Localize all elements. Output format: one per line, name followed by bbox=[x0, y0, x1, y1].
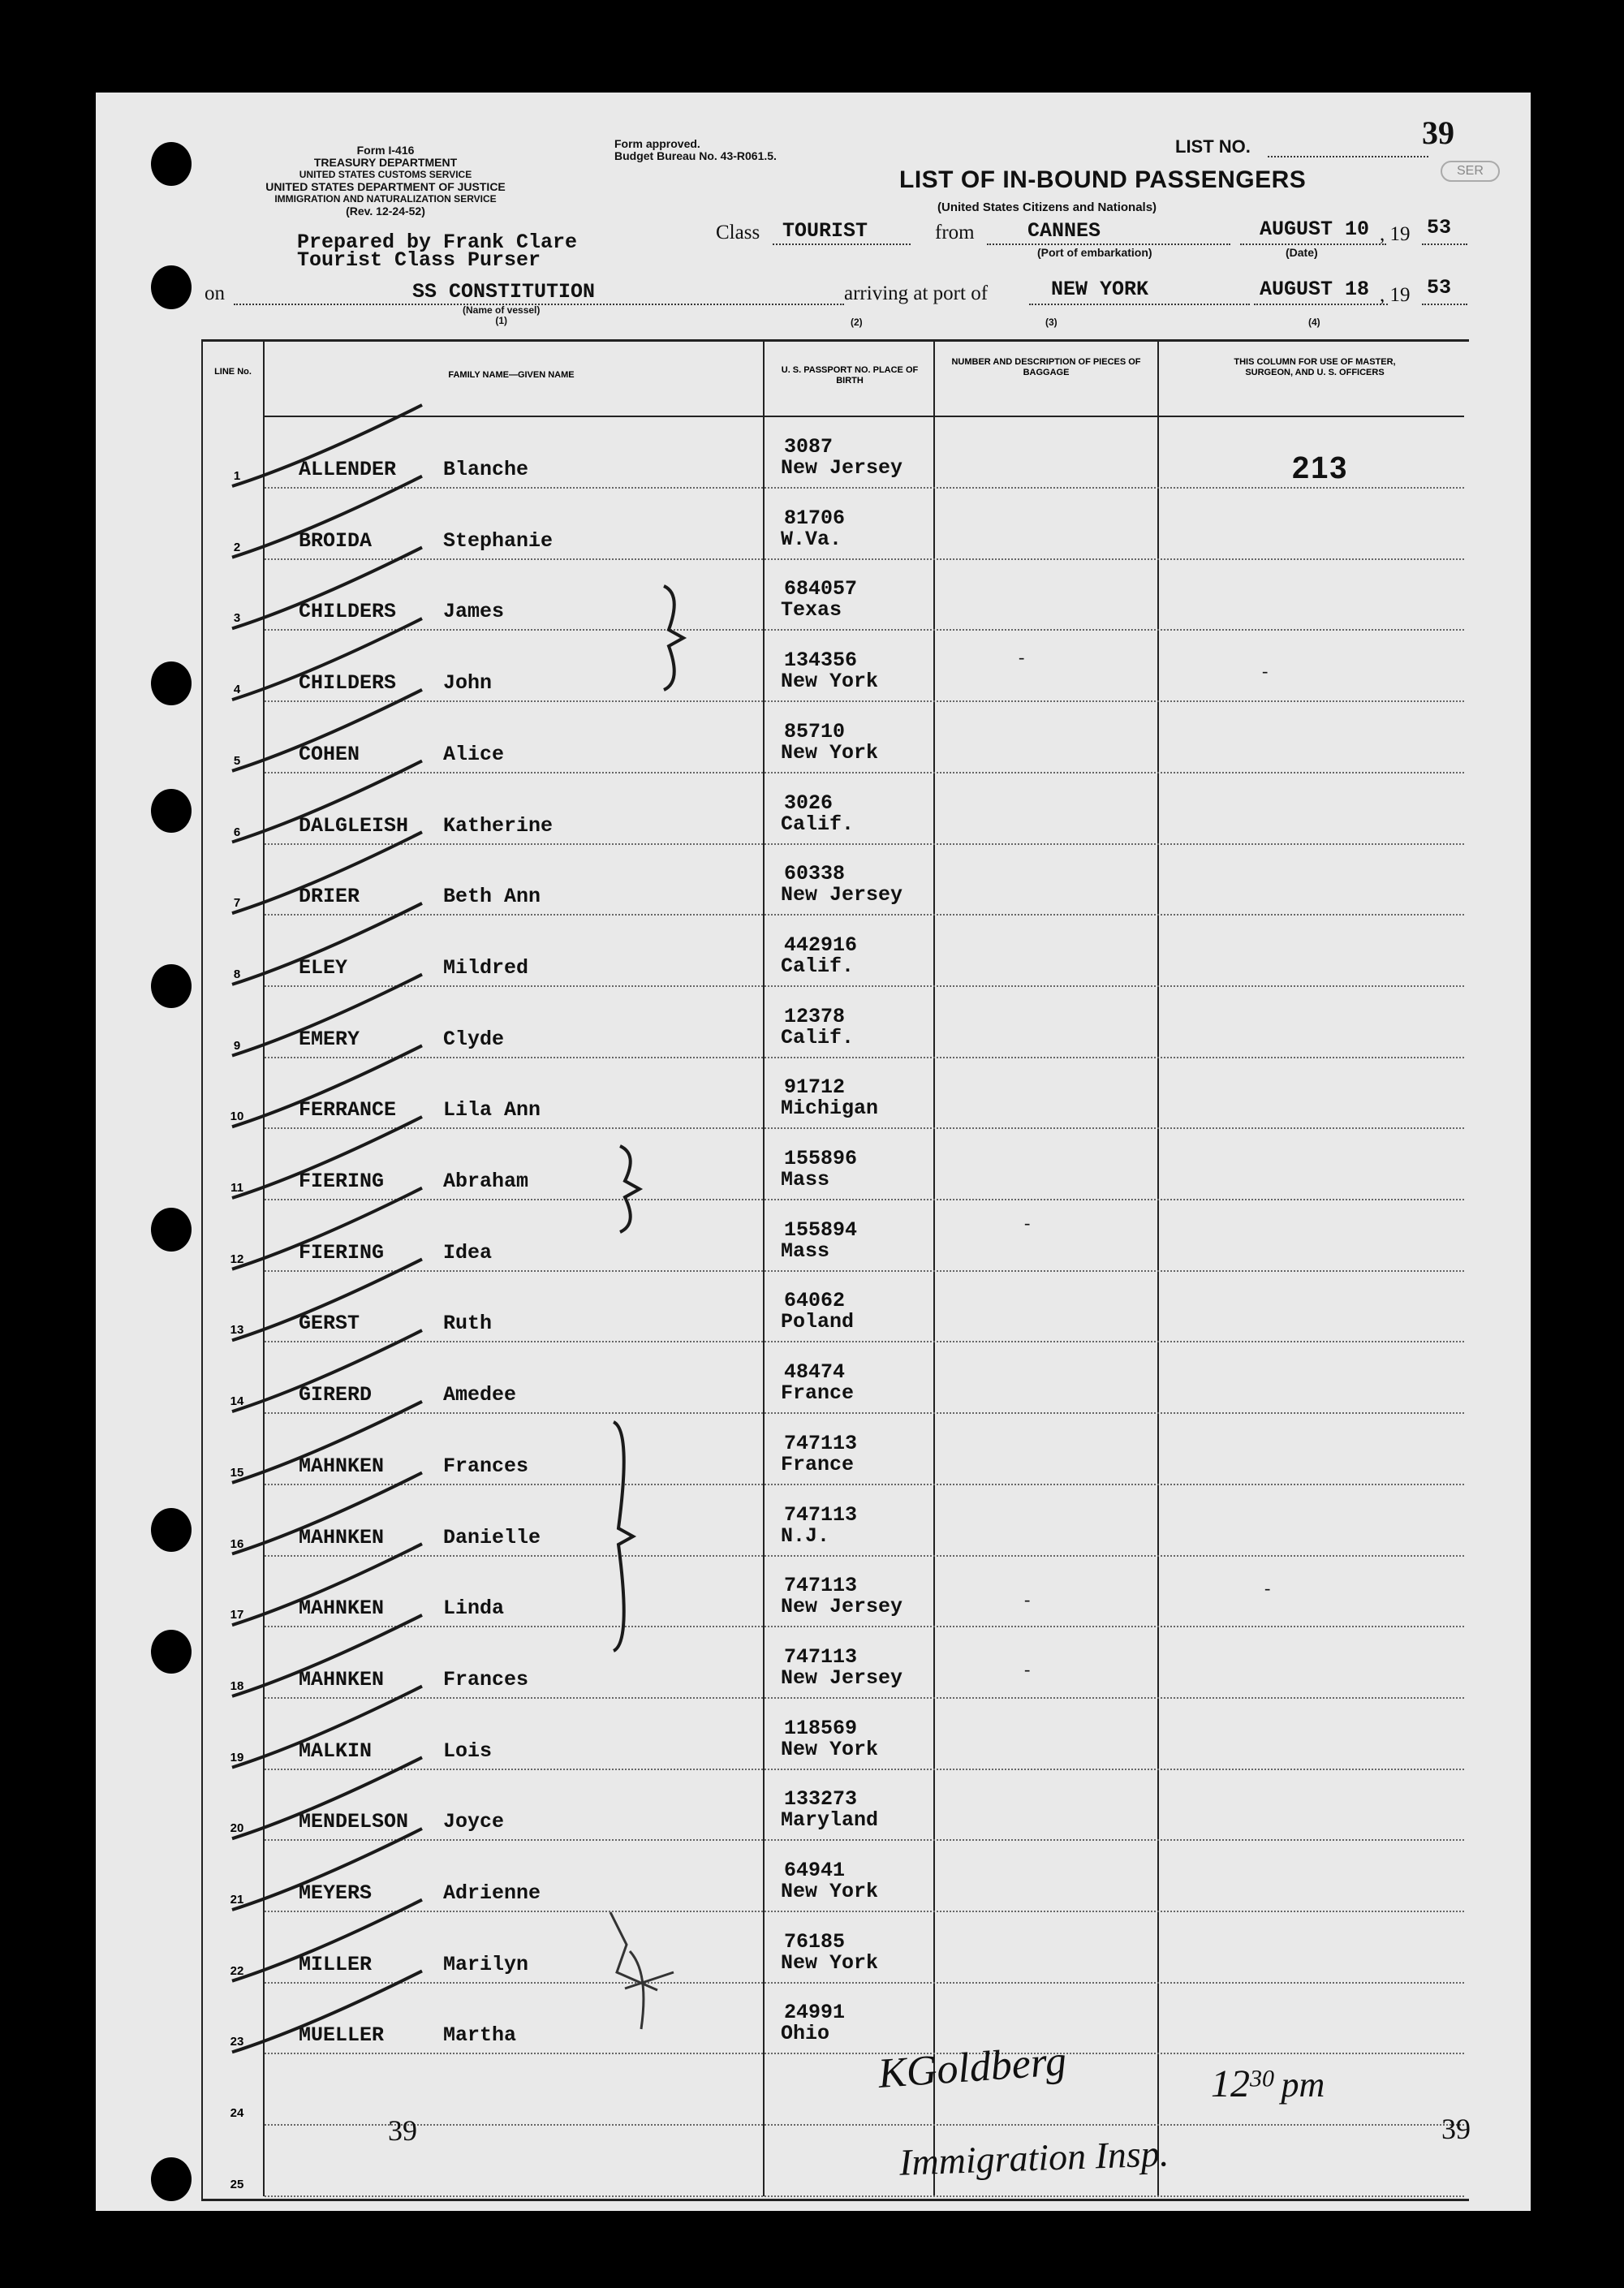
department-of-justice: UNITED STATES DEPARTMENT OF JUSTICE bbox=[265, 180, 506, 193]
line-number: 3 bbox=[233, 611, 241, 626]
inspector-name: KGoldberg bbox=[877, 2037, 1068, 2098]
passport-number: 155896 bbox=[784, 1147, 858, 1170]
place-of-birth: Mass bbox=[781, 1168, 830, 1191]
place-of-birth: New Jersey bbox=[781, 1665, 903, 1690]
row-divider bbox=[265, 2124, 1464, 2126]
line-number: 18 bbox=[230, 1678, 244, 1693]
agency-header bbox=[203, 144, 568, 218]
col-header-baggage: NUMBER AND DESCRIPTION OF PIECES OF BAGGAGE bbox=[951, 357, 1141, 377]
dash-mark: - bbox=[1024, 1213, 1031, 1233]
row-divider bbox=[265, 700, 1464, 702]
row-divider bbox=[265, 1412, 1464, 1414]
caption-col-2: (2) bbox=[851, 317, 863, 328]
line-number: 6 bbox=[233, 825, 241, 839]
passport-number: 60338 bbox=[784, 862, 846, 886]
line-number: 4 bbox=[233, 683, 241, 697]
passport-number: 155894 bbox=[784, 1217, 858, 1242]
passport-number: 118569 bbox=[784, 1716, 858, 1740]
row-divider bbox=[265, 1697, 1464, 1699]
given-name: Lila Ann bbox=[443, 1098, 541, 1122]
passport-number: 64062 bbox=[784, 1289, 846, 1313]
family-name: MENDELSON bbox=[299, 1810, 409, 1834]
passport-number: 3087 bbox=[784, 435, 834, 459]
line-number: 25 bbox=[230, 2177, 244, 2191]
arrival-date: AUGUST 18 bbox=[1260, 278, 1370, 301]
row-divider bbox=[265, 2195, 1464, 2197]
place-of-birth: Mass bbox=[781, 1239, 830, 1263]
given-name: Blanche bbox=[443, 458, 529, 481]
departure-date: AUGUST 10 bbox=[1260, 218, 1370, 241]
line-number: 12 bbox=[230, 1252, 244, 1266]
passport-number: 85710 bbox=[784, 719, 846, 743]
arrival-year: 53 bbox=[1427, 276, 1452, 299]
family-name: FIERING bbox=[299, 1170, 385, 1193]
vessel-caption-text: (Name of vessel) bbox=[463, 304, 541, 316]
caption-col-3: (3) bbox=[1045, 317, 1058, 328]
col-divider bbox=[263, 339, 265, 2196]
departure-year-prefix: , 19 bbox=[1380, 223, 1411, 245]
passport-number: 91712 bbox=[784, 1075, 846, 1100]
place-of-birth: Michigan bbox=[781, 1097, 879, 1121]
line-number: 16 bbox=[230, 1536, 244, 1551]
passport-number: 81706 bbox=[784, 506, 846, 530]
customs-service: UNITED STATES CUSTOMS SERVICE bbox=[299, 169, 472, 180]
given-name: Clyde bbox=[443, 1027, 505, 1051]
date-line bbox=[1240, 243, 1386, 245]
place-of-birth: New Jersey bbox=[781, 456, 903, 480]
header-underline bbox=[265, 416, 1464, 417]
time-minutes: 30 bbox=[1250, 2065, 1274, 2092]
row-divider bbox=[265, 1199, 1464, 1200]
passport-number: 3026 bbox=[784, 791, 834, 815]
list-number-label: LIST NO. bbox=[1175, 136, 1251, 157]
form-subtitle: (United States Citizens and Nationals) bbox=[937, 200, 1157, 214]
line-number: 10 bbox=[230, 1110, 244, 1124]
given-name: Katherine bbox=[443, 813, 554, 838]
place-of-birth: New Jersey bbox=[781, 883, 903, 907]
row-divider bbox=[265, 2053, 1464, 2054]
row-divider bbox=[265, 985, 1464, 987]
family-name: FERRANCE bbox=[299, 1098, 397, 1122]
given-name: Abraham bbox=[443, 1170, 529, 1193]
vessel-caption bbox=[463, 305, 540, 326]
form-approval bbox=[614, 138, 777, 162]
form-number: Form I-416 bbox=[356, 144, 415, 157]
row-divider bbox=[265, 1911, 1464, 1912]
passport-number: 747113 bbox=[784, 1644, 858, 1669]
row-divider bbox=[265, 772, 1464, 773]
family-name: MAHNKEN bbox=[299, 1596, 385, 1621]
family-name: MALKIN bbox=[299, 1739, 373, 1763]
year-line bbox=[1422, 243, 1467, 245]
family-name: COHEN bbox=[299, 742, 360, 766]
row-divider bbox=[265, 914, 1464, 916]
passport-number: 747113 bbox=[784, 1502, 858, 1527]
given-name: Joyce bbox=[443, 1810, 505, 1834]
family-name: ALLENDER bbox=[299, 458, 397, 481]
family-name: GIRERD bbox=[299, 1383, 373, 1407]
dash-mark: - bbox=[1264, 1578, 1271, 1598]
passport-number: 133273 bbox=[784, 1787, 858, 1812]
line-number: 7 bbox=[233, 896, 241, 911]
line-number: 2 bbox=[233, 540, 241, 554]
family-name: ELEY bbox=[299, 955, 348, 980]
place-of-birth: New York bbox=[781, 1880, 879, 1903]
row-divider bbox=[265, 1839, 1464, 1841]
date-caption: (Date) bbox=[1286, 246, 1318, 259]
given-name: Alice bbox=[443, 742, 505, 766]
binder-hole bbox=[151, 789, 192, 833]
signature-time bbox=[1211, 2062, 1325, 2106]
family-name: FIERING bbox=[299, 1240, 385, 1265]
place-of-birth: New Jersey bbox=[781, 1595, 903, 1619]
given-name: Beth Ann bbox=[443, 885, 541, 909]
officer-stamp: 213 bbox=[1292, 451, 1349, 485]
row-divider bbox=[265, 487, 1464, 489]
row-divider bbox=[265, 843, 1464, 845]
passport-number: 747113 bbox=[784, 1574, 858, 1598]
line-number: 22 bbox=[230, 1963, 244, 1978]
family-name: MAHNKEN bbox=[299, 1525, 385, 1549]
given-name: John bbox=[443, 671, 493, 696]
binder-hole bbox=[151, 2157, 192, 2201]
passport-number: 12378 bbox=[784, 1004, 846, 1028]
family-name: MAHNKEN bbox=[299, 1667, 385, 1691]
list-number-line bbox=[1268, 156, 1428, 157]
dash-mark: - bbox=[1024, 1659, 1031, 1679]
passport-number: 24991 bbox=[784, 2001, 846, 2025]
binder-hole bbox=[151, 661, 192, 705]
port-embarkation-caption: (Port of embarkation) bbox=[1037, 246, 1152, 259]
from-line bbox=[987, 243, 1230, 245]
place-of-birth: New York bbox=[781, 670, 879, 694]
port-embarkation: CANNES bbox=[1027, 219, 1101, 243]
given-name: Idea bbox=[443, 1240, 493, 1265]
col-divider bbox=[1157, 339, 1159, 2196]
col-header-officers: THIS COLUMN FOR USE OF MASTER, SURGEON, AND U. S. OFFICERS bbox=[1234, 357, 1396, 377]
place-of-birth: Texas bbox=[781, 598, 842, 623]
place-of-birth: Calif. bbox=[781, 1025, 855, 1049]
given-name: Frances bbox=[443, 1454, 529, 1478]
row-divider bbox=[265, 1484, 1464, 1485]
passport-number: 48474 bbox=[784, 1360, 846, 1385]
passport-number: 747113 bbox=[784, 1431, 858, 1455]
arrival-year-prefix: , 19 bbox=[1380, 284, 1411, 306]
budget-bureau: Budget Bureau No. 43-R061.5. bbox=[614, 149, 777, 162]
family-name: GERST bbox=[299, 1312, 360, 1336]
arrival-date-line bbox=[1254, 304, 1388, 305]
line-number: 5 bbox=[233, 753, 241, 768]
binder-hole bbox=[151, 142, 192, 186]
place-of-birth: W.Va. bbox=[781, 527, 842, 551]
place-of-birth: New York bbox=[781, 1950, 879, 1975]
family-name: MUELLER bbox=[299, 2023, 385, 2048]
given-name: Mildred bbox=[443, 955, 529, 980]
row-divider bbox=[265, 558, 1464, 560]
family-name: CHILDERS bbox=[299, 600, 397, 624]
col-divider bbox=[933, 339, 935, 2196]
line-number: 1 bbox=[233, 469, 241, 483]
given-name: Martha bbox=[443, 2023, 517, 2048]
row-divider bbox=[265, 1555, 1464, 1557]
row-divider bbox=[265, 1341, 1464, 1342]
line-number: 21 bbox=[230, 1893, 244, 1907]
arriving-label: arriving at port of bbox=[844, 282, 989, 304]
line-number: 24 bbox=[230, 2106, 244, 2121]
line-number: 11 bbox=[230, 1181, 243, 1195]
place-of-birth: Calif. bbox=[781, 812, 855, 836]
page-number-right: 39 bbox=[1441, 2113, 1471, 2145]
binder-hole bbox=[151, 964, 192, 1008]
line-number: 9 bbox=[233, 1038, 241, 1053]
family-name: BROIDA bbox=[299, 528, 373, 553]
binder-hole bbox=[151, 265, 192, 309]
family-name: EMERY bbox=[299, 1027, 360, 1051]
dash-mark: - bbox=[1262, 661, 1269, 681]
row-divider bbox=[265, 1270, 1464, 1272]
inspector-title: Immigration Insp. bbox=[898, 2132, 1170, 2183]
line-number: 20 bbox=[230, 1821, 244, 1836]
passport-number: 442916 bbox=[784, 933, 858, 957]
given-name: Stephanie bbox=[443, 528, 554, 553]
class-line bbox=[773, 243, 911, 245]
given-name: Danielle bbox=[443, 1525, 541, 1549]
prepared-by bbox=[297, 231, 578, 272]
passport-number: 134356 bbox=[784, 648, 858, 673]
given-name: Marilyn bbox=[443, 1952, 529, 1976]
col-divider bbox=[763, 339, 765, 2196]
place-of-birth: N.J. bbox=[781, 1523, 830, 1548]
dash-mark: - bbox=[1024, 1589, 1031, 1609]
col-header-line-no: LINE No. bbox=[214, 367, 252, 377]
binder-hole bbox=[151, 1508, 192, 1552]
place-of-birth: Poland bbox=[781, 1310, 855, 1334]
passport-number: 684057 bbox=[784, 577, 858, 601]
given-name: Amedee bbox=[443, 1383, 517, 1407]
place-of-birth: Maryland bbox=[781, 1808, 879, 1833]
class-label: Class bbox=[716, 222, 760, 243]
family-name: MEYERS bbox=[299, 1881, 373, 1905]
place-of-birth: Ohio bbox=[781, 2022, 830, 2046]
line-number: 17 bbox=[230, 1608, 244, 1622]
row-divider bbox=[265, 1626, 1464, 1627]
line-number: 15 bbox=[230, 1465, 244, 1480]
given-name: Lois bbox=[443, 1739, 493, 1763]
line-number: 19 bbox=[230, 1750, 244, 1764]
line-number: 23 bbox=[230, 2035, 244, 2049]
place-of-birth: France bbox=[781, 1452, 855, 1476]
treasury-department: TREASURY DEPARTMENT bbox=[313, 156, 458, 169]
form-title: LIST OF IN-BOUND PASSENGERS bbox=[899, 166, 1307, 193]
time-hour: 12 bbox=[1211, 2062, 1250, 2105]
binder-hole bbox=[151, 1208, 192, 1252]
page-number-left: 39 bbox=[388, 2114, 417, 2147]
given-name: Adrienne bbox=[443, 1881, 541, 1905]
dash-mark: - bbox=[1019, 647, 1025, 667]
form-approved: Form approved. bbox=[614, 137, 700, 150]
arrival-port: NEW YORK bbox=[1051, 278, 1149, 301]
caption-col-1: (1) bbox=[495, 315, 508, 326]
ins-name: IMMIGRATION AND NATURALIZATION SERVICE bbox=[274, 193, 497, 205]
list-number-value: 39 bbox=[1422, 114, 1454, 151]
given-name: Ruth bbox=[443, 1312, 493, 1336]
on-label: on bbox=[205, 282, 225, 304]
place-of-birth: New York bbox=[781, 1737, 879, 1761]
line-number: 8 bbox=[233, 967, 241, 981]
family-name: DALGLEISH bbox=[299, 813, 409, 838]
row-divider bbox=[265, 1982, 1464, 1984]
arrival-port-line bbox=[1029, 304, 1250, 305]
family-name: MAHNKEN bbox=[299, 1454, 385, 1478]
col-header-passport: U. S. PASSPORT NO. PLACE OF BIRTH bbox=[781, 365, 919, 386]
row-divider bbox=[265, 1127, 1464, 1129]
from-label: from bbox=[935, 222, 975, 243]
place-of-birth: France bbox=[781, 1381, 855, 1406]
caption-col-4: (4) bbox=[1308, 317, 1320, 328]
family-name: DRIER bbox=[299, 885, 360, 909]
prepared-by-name: Prepared by Frank Clare bbox=[297, 231, 578, 254]
given-name: James bbox=[443, 600, 505, 624]
given-name: Linda bbox=[443, 1596, 505, 1621]
given-name: Frances bbox=[443, 1667, 529, 1691]
vessel-name: SS CONSTITUTION bbox=[412, 280, 596, 304]
row-divider bbox=[265, 1057, 1464, 1058]
ser-stamp: SER bbox=[1441, 161, 1500, 182]
line-number: 13 bbox=[230, 1323, 244, 1338]
passport-number: 76185 bbox=[784, 1929, 846, 1954]
place-of-birth: Calif. bbox=[781, 954, 855, 978]
class-value: TOURIST bbox=[782, 219, 868, 243]
family-name: MILLER bbox=[299, 1952, 373, 1976]
line-number: 14 bbox=[230, 1394, 244, 1409]
row-divider bbox=[265, 629, 1464, 631]
col-header-name: FAMILY NAME—GIVEN NAME bbox=[448, 370, 575, 380]
family-name: CHILDERS bbox=[299, 671, 397, 696]
arrival-year-line bbox=[1422, 304, 1467, 305]
form-revision: (Rev. 12-24-52) bbox=[346, 205, 425, 218]
binder-hole bbox=[151, 1630, 192, 1674]
row-divider bbox=[265, 1769, 1464, 1770]
place-of-birth: New York bbox=[781, 740, 879, 765]
time-ampm: pm bbox=[1281, 2065, 1325, 2105]
departure-year: 53 bbox=[1427, 216, 1452, 239]
prepared-by-title: Tourist Class Purser bbox=[297, 248, 541, 272]
passport-number: 64941 bbox=[784, 1859, 846, 1882]
